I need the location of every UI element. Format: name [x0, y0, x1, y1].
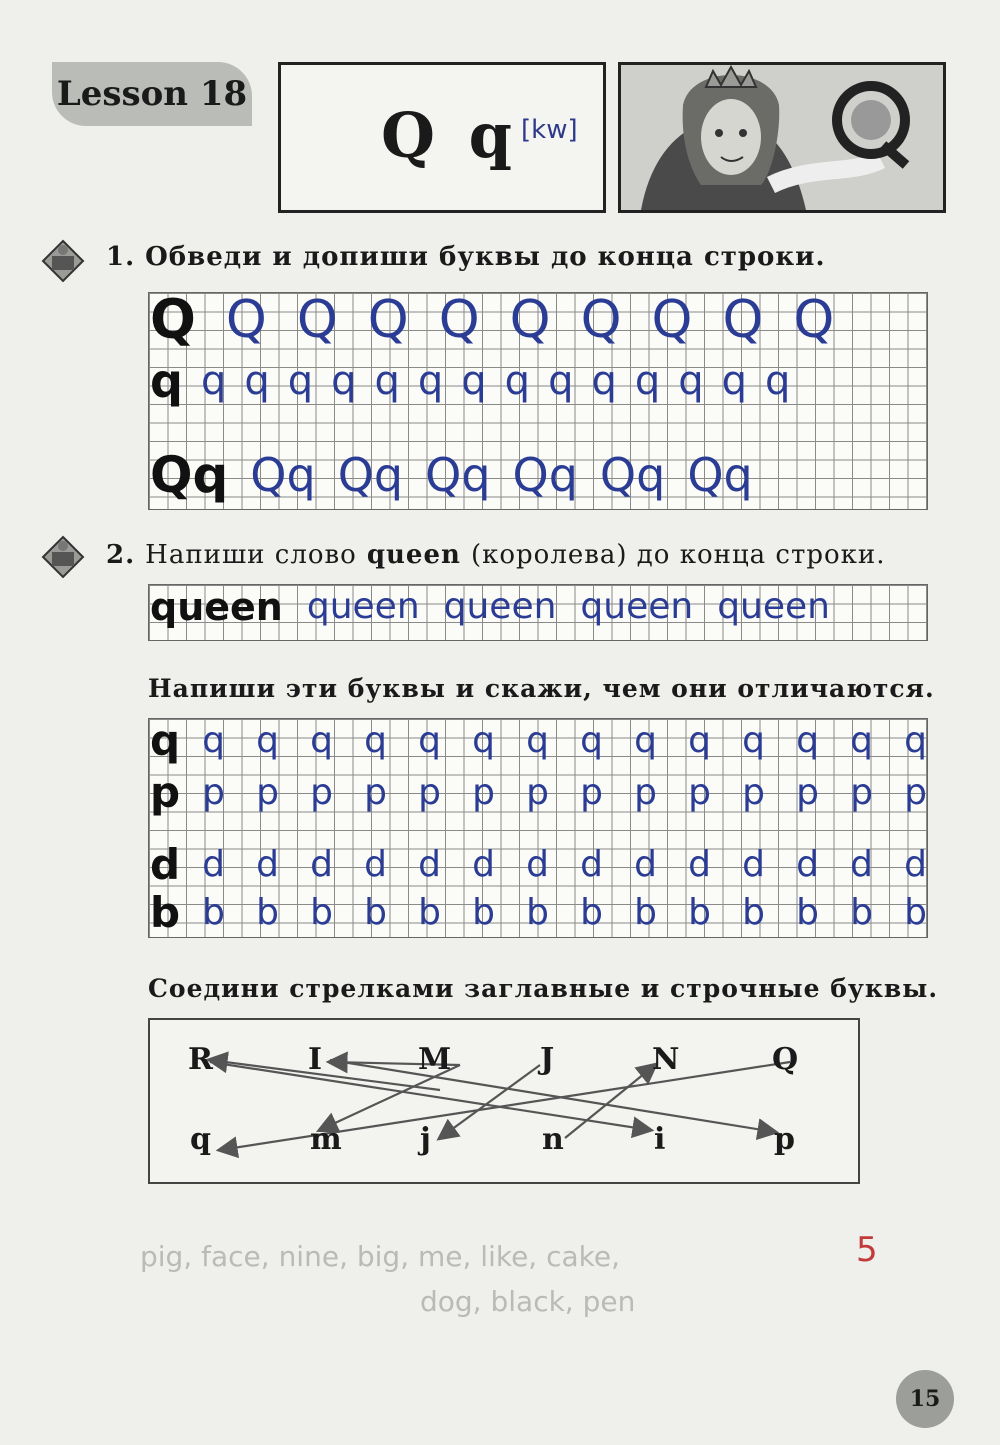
task3-row-hand: d [580, 844, 603, 885]
row2-hand-6: q [461, 358, 487, 404]
task2-text-before: Напиши слово [145, 540, 357, 570]
row2-hand-8: q [548, 358, 574, 404]
row1-hand-4: Q [509, 290, 551, 350]
task3-row-hand: p [202, 772, 225, 813]
row2-hand-2: q [287, 358, 314, 404]
task3-row-sample: q [150, 716, 181, 765]
task3-row-hand: d [418, 844, 441, 885]
row2-hand-5: q [417, 358, 444, 404]
task3-row-hand: d [850, 844, 873, 885]
title-letters: Q q [381, 99, 518, 172]
row2-hand-13: q [765, 358, 791, 404]
task1-row1 [150, 288, 835, 351]
uppercase-letter: J [540, 1042, 555, 1077]
row1-hand-3: Q [438, 290, 480, 350]
task3-row-hand: p [418, 772, 441, 813]
lowercase-letter: p [774, 1122, 795, 1157]
task3-row-hand: b [364, 892, 387, 933]
task2-hand-1: queen [443, 586, 557, 627]
task2-hand-3: queen [717, 586, 830, 627]
task3-instruction: Напиши эти буквы и скажи, чем они отличаются. [148, 674, 935, 703]
row3-hand-4: Qq [599, 448, 666, 502]
row1-hand-5: Q [580, 290, 622, 350]
task3-row-hand: q [526, 720, 549, 761]
task3-row-hand: p [742, 772, 765, 813]
row2-sample: q [150, 354, 183, 408]
task3-row-hand: b [634, 892, 657, 933]
task3-row [150, 842, 936, 888]
task3-row-sample: d [150, 840, 181, 889]
row2-hand-10: q [634, 358, 661, 404]
task2-row [150, 582, 830, 632]
task3-row-hand: p [472, 772, 495, 813]
row1-hand-2: Q [367, 290, 409, 350]
task1-text: Обведи и допиши буквы до конца строки. [145, 242, 826, 272]
task3-row [150, 890, 936, 936]
row3-hand-2: Qq [425, 448, 491, 502]
task3-row-hand: q [310, 720, 333, 761]
row1-hand-8: Q [793, 290, 835, 350]
lesson-label: Lesson 18 [52, 62, 252, 126]
row2-hand-7: q [504, 358, 531, 404]
queen-illustration [618, 62, 946, 213]
row2-hand-0: q [200, 358, 227, 404]
task3-row-hand: b [580, 892, 603, 933]
task3-row-hand: q [796, 720, 819, 761]
lowercase-letter: j [420, 1122, 431, 1157]
bleed-through-line2: dog, black, pen [420, 1285, 636, 1318]
task3-row-hand: q [904, 720, 927, 761]
row1-hand-7: Q [722, 290, 764, 350]
task2-hand-0: queen [306, 586, 420, 627]
task3-row-hand: q [256, 720, 279, 761]
row3-hand-5: Qq [687, 448, 753, 502]
task3-row-hand: d [256, 844, 279, 885]
task3-row-hand: q [418, 720, 441, 761]
task3-row-hand: b [310, 892, 333, 933]
row1-hand-1: Q [296, 290, 338, 350]
uppercase-letter: Q [772, 1042, 799, 1077]
page-number: 15 [896, 1370, 954, 1428]
row2-hand-4: q [374, 358, 400, 404]
task3-row-hand: d [688, 844, 711, 885]
uppercase-letter: M [418, 1042, 452, 1077]
task3-row-hand: d [364, 844, 387, 885]
task2-sample: queen [150, 585, 283, 629]
uppercase-letter: I [308, 1042, 323, 1077]
task3-row-hand: q [634, 720, 657, 761]
task3-row-hand: b [202, 892, 225, 933]
task3-row-hand: q [580, 720, 603, 761]
task3-row-hand: p [526, 772, 549, 813]
task3-row-hand: b [688, 892, 711, 933]
task3-row-hand: b [796, 892, 819, 933]
task1-row2 [150, 356, 790, 406]
arrow-N-n [565, 1065, 655, 1138]
lowercase-letter: q [190, 1122, 211, 1157]
grade-mark: 5 [856, 1230, 878, 1270]
task3-row-hand: b [904, 892, 927, 933]
task3-row-hand: q [472, 720, 495, 761]
task3-row-hand: d [742, 844, 765, 885]
book-icon [40, 238, 86, 284]
task3-row-hand: d [472, 844, 495, 885]
task3-row-hand: d [634, 844, 657, 885]
task3-row [150, 718, 936, 764]
lowercase-letter: i [654, 1122, 666, 1157]
row2-hand-9: q [591, 358, 617, 404]
uppercase-letter: R [188, 1042, 213, 1077]
task1-number: 1. [106, 242, 136, 272]
row2-hand-11: q [678, 358, 704, 404]
task3-row-hand: d [310, 844, 333, 885]
task2-instruction [106, 540, 886, 570]
task3-row-hand: d [526, 844, 549, 885]
task3-row-hand: q [688, 720, 711, 761]
task2-text-after: (королева) до конца строки. [470, 540, 886, 570]
queen-image [621, 65, 943, 210]
title-sound: [kw] [521, 115, 578, 145]
task3-row-hand: p [580, 772, 603, 813]
task3-row-hand: q [202, 720, 225, 761]
book-icon [40, 534, 86, 580]
lowercase-letter: n [542, 1122, 564, 1157]
task3-row-hand: p [256, 772, 279, 813]
matching-arrows [150, 1020, 858, 1182]
task3-row-sample: b [150, 888, 181, 937]
matching-box [148, 1018, 860, 1184]
row3-hand-1: Qq [337, 448, 404, 502]
row2-hand-3: q [331, 358, 357, 404]
task3-row-hand: b [256, 892, 279, 933]
task2-number: 2. [106, 540, 136, 570]
title-box [278, 62, 606, 213]
lowercase-letter: m [310, 1122, 342, 1157]
row1-hand-0: Q [225, 290, 267, 350]
task3-row-hand: p [364, 772, 387, 813]
task3-row-hand: p [904, 772, 927, 813]
row2-hand-1: q [244, 358, 270, 404]
task3-row-hand: p [310, 772, 333, 813]
row1-sample: Q [150, 288, 196, 351]
uppercase-letter: N [652, 1042, 680, 1077]
task4-instruction: Соедини стрелками заглавные и строчные буквы. [148, 974, 939, 1003]
task3-row-hand: d [202, 844, 225, 885]
arrow-J-j [440, 1065, 540, 1138]
row3-sample: Qq [150, 446, 229, 504]
row3-hand-3: Qq [512, 448, 578, 502]
task3-row-hand: q [850, 720, 873, 761]
task3-row-hand: b [472, 892, 495, 933]
task3-row-hand: p [634, 772, 657, 813]
task3-row-hand: d [796, 844, 819, 885]
task2-word: queen [366, 540, 461, 570]
row3-hand-0: Qq [250, 448, 316, 502]
task3-row-hand: b [850, 892, 873, 933]
task3-row-hand: p [796, 772, 819, 813]
task3-row-hand: d [904, 844, 927, 885]
task3-row-hand: q [364, 720, 387, 761]
row1-hand-6: Q [651, 290, 693, 350]
row2-hand-12: q [721, 358, 748, 404]
task3-row-hand: b [418, 892, 441, 933]
task3-row-hand: b [742, 892, 765, 933]
task3-row-hand: b [526, 892, 549, 933]
task1-instruction [106, 242, 826, 272]
bleed-through-line1: pig, face, nine, big, me, like, cake, [140, 1240, 620, 1273]
task3-row-sample: p [150, 768, 181, 817]
task2-hand-2: queen [580, 586, 694, 627]
task3-row-hand: p [688, 772, 711, 813]
task3-row-hand: q [742, 720, 765, 761]
task3-row-hand: p [850, 772, 873, 813]
task3-row [150, 770, 936, 816]
task1-row3 [150, 446, 753, 504]
